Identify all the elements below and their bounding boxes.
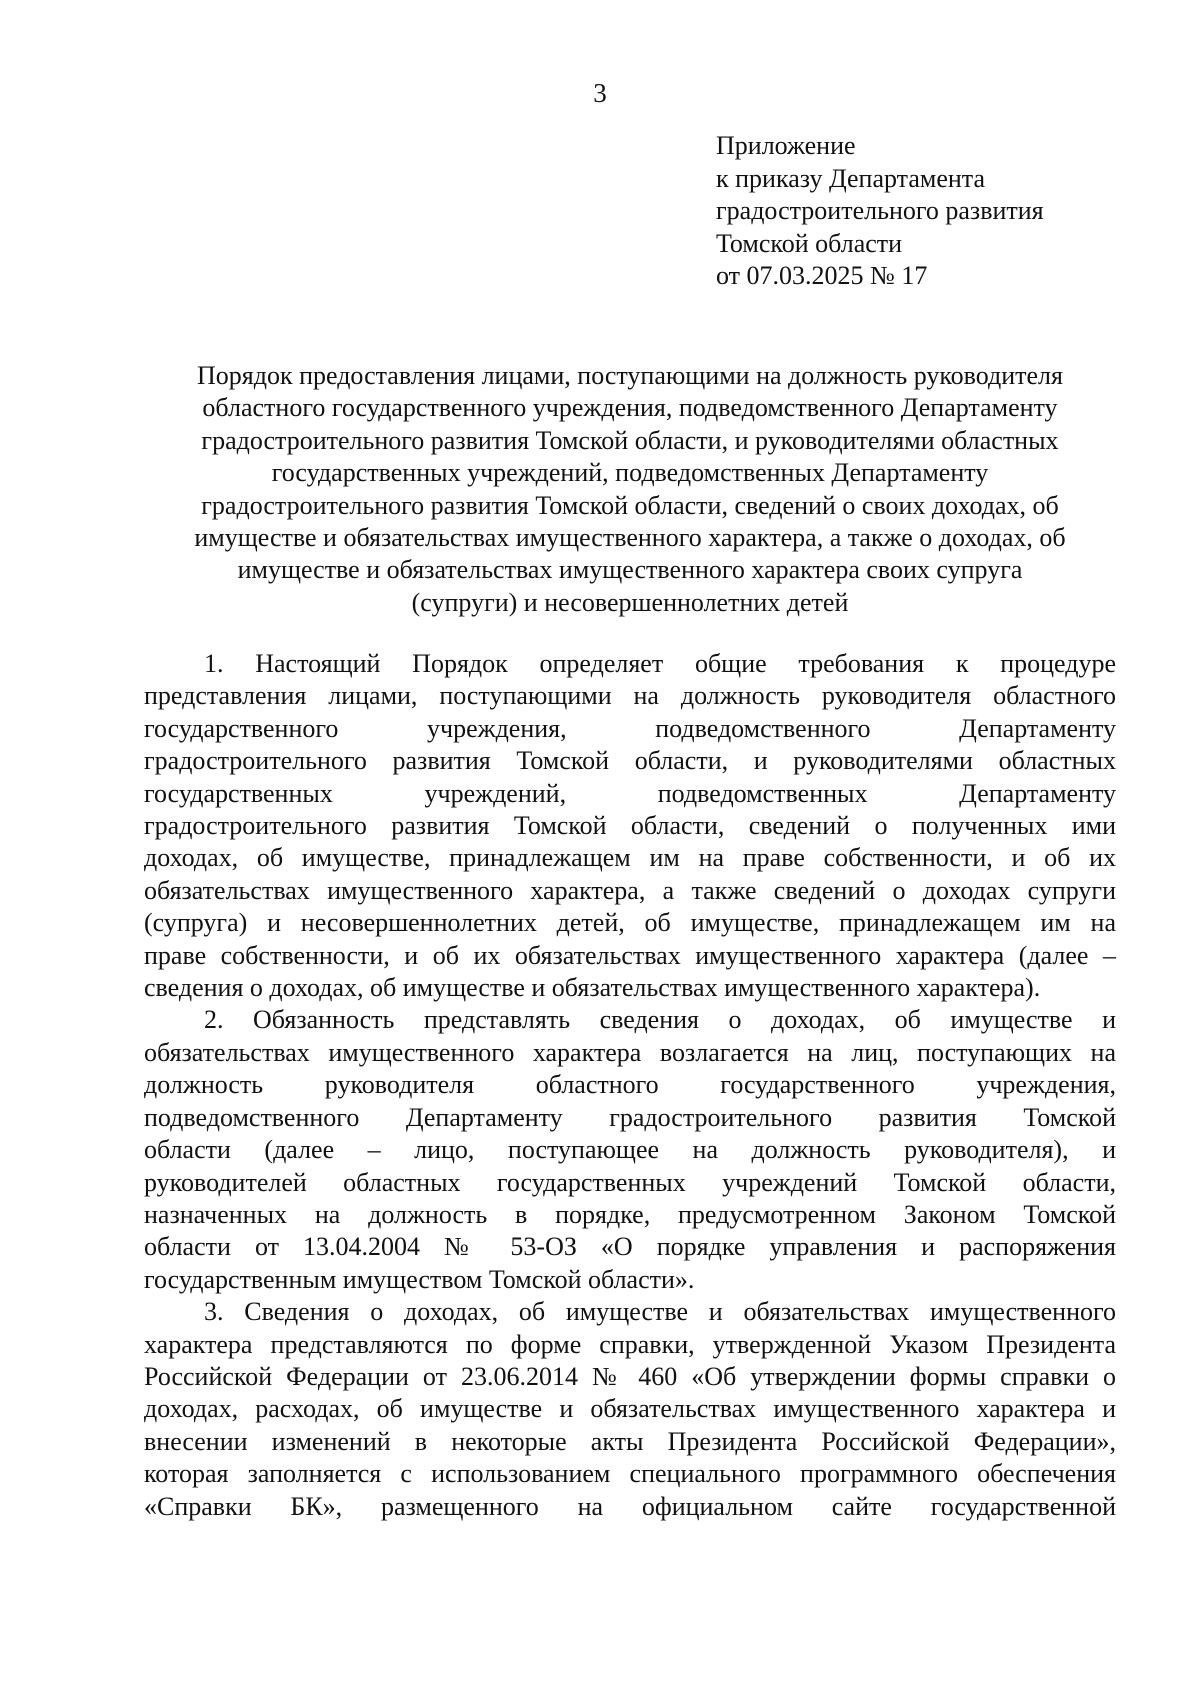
text-line: подведомственного Департаменту градостроительного развития Томской — [144, 1102, 1116, 1132]
text-line: 2. Обязанность представлять сведения о доходах, об имуществе и — [204, 1005, 1116, 1035]
text-line: внесении изменений в некоторые акты Президента Российской Федерации», — [144, 1426, 1116, 1456]
text-line: обязательствах имущественного характера, а также сведений о доходах супруги — [144, 875, 1116, 905]
text-line: (супруга) и несовершеннолетних детей, об имуществе, принадлежащем им на — [144, 908, 1116, 938]
appendix-line: Приложение — [716, 131, 856, 160]
paragraph-1 — [144, 648, 1116, 1004]
appendix-line: градостроительного развития — [716, 196, 1044, 225]
text-line: сведения о доходах, об имуществе и обязательствах имущественного характера). — [144, 973, 1041, 1003]
appendix-line: от 07.03.2025 № 17 — [716, 261, 928, 290]
text-line: доходах, расходах, об имуществе и обязательствах имущественного характера и — [144, 1394, 1116, 1424]
title-line: (супруги) и несовершеннолетних детей — [411, 587, 849, 617]
appendix-header — [716, 130, 1044, 293]
appendix-line: к приказу Департамента — [716, 163, 986, 193]
text-line: доходах, об имуществе, принадлежащем им на праве собственности, и об их — [144, 843, 1116, 873]
appendix-line: Томской области — [716, 228, 903, 258]
text-line: праве собственности, и об их обязательствах имущественного характера (далее – — [144, 940, 1116, 970]
text-line: представления лицами, поступающими на должность руководителя областного — [144, 681, 1116, 711]
title-line: имуществе и обязательствах имущественного характера своих супруга — [237, 555, 1023, 585]
text-line: государственных учреждений, подведомственных Департаменту — [144, 778, 1116, 808]
title-line: градостроительного развития Томской области, и руководителями областных — [201, 425, 1059, 455]
text-line: должность руководителя областного государственного учреждения, — [144, 1070, 1116, 1100]
text-line: 3. Сведения о доходах, об имуществе и обязательствах имущественного — [204, 1297, 1116, 1327]
text-line: области от 13.04.2004 № 53-ОЗ «О порядке управления и распоряжения — [144, 1232, 1116, 1262]
paragraph-3 — [144, 1296, 1116, 1523]
text-line: «Справки БК», размещенного на официальном сайте государственной — [144, 1491, 1116, 1521]
text-line: государственным имуществом Томской области». — [144, 1264, 695, 1294]
title-line: градостроительного развития Томской области, сведений о своих доходах, об — [201, 490, 1059, 520]
text-line: государственного учреждения, подведомственного Департаменту — [144, 713, 1116, 743]
document-body — [144, 648, 1116, 1523]
text-line: градостроительного развития Томской области, сведений о полученных ими — [144, 811, 1116, 841]
page-number: 3 — [593, 78, 607, 108]
title-line: Порядок предоставления лицами, поступающими на должность руководителя — [197, 361, 1063, 390]
paragraph-2 — [144, 1004, 1116, 1296]
text-line: градостроительного развития Томской области, и руководителями областных — [144, 746, 1116, 776]
title-line: государственных учреждений, подведомственных Департаменту — [271, 458, 989, 488]
text-line: 1. Настоящий Порядок определяет общие требования к процедуре — [204, 649, 1116, 678]
title-line: имуществе и обязательствах имущественного характера, а также о доходах, об — [194, 523, 1066, 553]
text-line: назначенных на должность в порядке, предусмотренном Законом Томской — [144, 1199, 1116, 1229]
text-line: которая заполняется с использованием специального программного обеспечения — [144, 1459, 1116, 1489]
document-title — [140, 360, 1120, 619]
text-line: характера представляются по форме справки, утвержденной Указом Президента — [144, 1329, 1116, 1359]
text-line: Российской Федерации от 23.06.2014 № 460 «Об утверждении формы справки о — [144, 1361, 1116, 1391]
text-line: области (далее – лицо, поступающее на должность руководителя), и — [144, 1135, 1116, 1165]
text-line: обязательствах имущественного характера возлагается на лиц, поступающих на — [144, 1037, 1116, 1067]
text-line: руководителей областных государственных учреждений Томской области, — [144, 1167, 1116, 1197]
title-line: областного государственного учреждения, подведомственного Департаменту — [202, 393, 1058, 423]
